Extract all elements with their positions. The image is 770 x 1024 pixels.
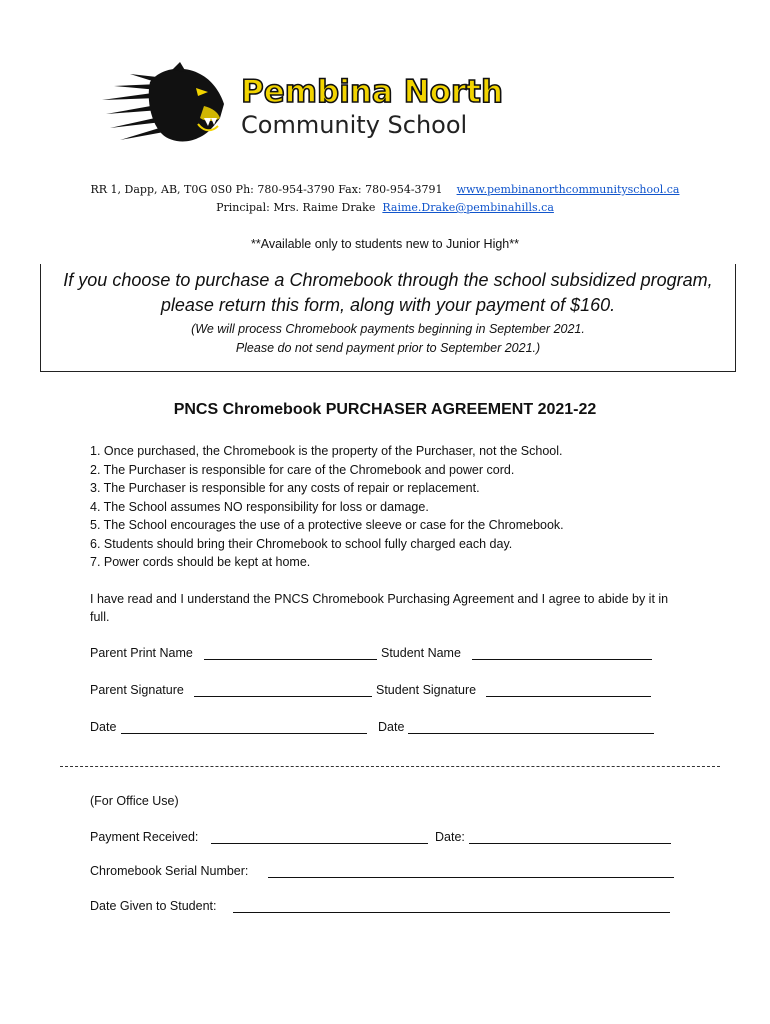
callout-line-4: Please do not send payment prior to September 2021.) (235, 341, 541, 355)
agreement-title: PNCS Chromebook PURCHASER AGREEMENT 2021-22 (173, 401, 597, 418)
website-link[interactable]: www.pembinanorthcommunityschool.ca (456, 183, 680, 196)
panther-icon (100, 62, 240, 152)
logo-subtitle: Community School (241, 111, 468, 139)
principal-text: Principal: Mrs. Raime Drake (216, 201, 376, 214)
student-name-label: Student Name (381, 646, 461, 660)
term-item: 7. Power cords should be kept at home. (90, 555, 311, 569)
student-signature-field[interactable] (486, 683, 651, 697)
date-right-label: Date (378, 720, 405, 734)
callout-line-1: If you choose to purchase a Chromebook through the school subsidized program, (63, 270, 713, 290)
serial-number-label: Chromebook Serial Number: (90, 864, 249, 878)
term-item: 6. Students should bring their Chromebook to school fully charged each day. (90, 536, 513, 551)
school-logo (100, 62, 530, 152)
principal-line (0, 201, 770, 214)
office-use-heading: (For Office Use) (90, 794, 179, 808)
date-left-field[interactable] (121, 720, 367, 734)
parent-signature-field[interactable] (194, 683, 372, 697)
date-left-label: Date (90, 720, 117, 734)
payment-callout-box (40, 264, 736, 372)
student-name-field[interactable] (472, 646, 652, 660)
office-date-label: Date: (435, 830, 465, 844)
payment-received-field[interactable] (211, 830, 428, 844)
terms-list (90, 442, 564, 572)
term-item: 5. The School encourages the use of a protective sleeve or case for the Chromebook. (90, 518, 564, 532)
term-item: 1. Once purchased, the Chromebook is the property of the Purchaser, not the School. (90, 444, 563, 458)
term-item: 2. The Purchaser is responsible for care of the Chromebook and power cord. (90, 462, 515, 477)
parent-print-name-field[interactable] (204, 646, 377, 660)
address-line (0, 183, 770, 196)
acknowledgement-text: I have read and I understand the PNCS Chromebook Purchasing Agreement and I agree to abide by it in full. (90, 592, 669, 624)
date-right-field[interactable] (408, 720, 654, 734)
cut-line-divider (60, 766, 720, 767)
logo-title: Pembina North (241, 74, 504, 110)
serial-number-field[interactable] (268, 864, 674, 878)
address-text: RR 1, Dapp, AB, T0G 0S0 Ph: 780-954-3790 Fax: 780-954-3791 (90, 183, 443, 196)
office-date-field[interactable] (469, 830, 671, 844)
parent-print-name-label: Parent Print Name (90, 646, 193, 660)
availability-notice: **Available only to students new to Junior High** (251, 237, 519, 251)
callout-line-2: please return this form, along with your payment of $160. (160, 295, 616, 315)
date-given-label: Date Given to Student: (90, 899, 217, 913)
payment-received-label: Payment Received: (90, 830, 199, 844)
student-signature-label: Student Signature (376, 683, 477, 697)
date-given-field[interactable] (233, 899, 670, 913)
term-item: 3. The Purchaser is responsible for any costs of repair or replacement. (90, 481, 480, 495)
principal-email-link[interactable]: Raime.Drake@pembinahills.ca (382, 201, 554, 214)
term-item: 4. The School assumes NO responsibility for loss or damage. (90, 499, 429, 514)
callout-line-3: (We will process Chromebook payments beginning in September 2021. (191, 322, 585, 336)
parent-signature-label: Parent Signature (90, 683, 184, 697)
